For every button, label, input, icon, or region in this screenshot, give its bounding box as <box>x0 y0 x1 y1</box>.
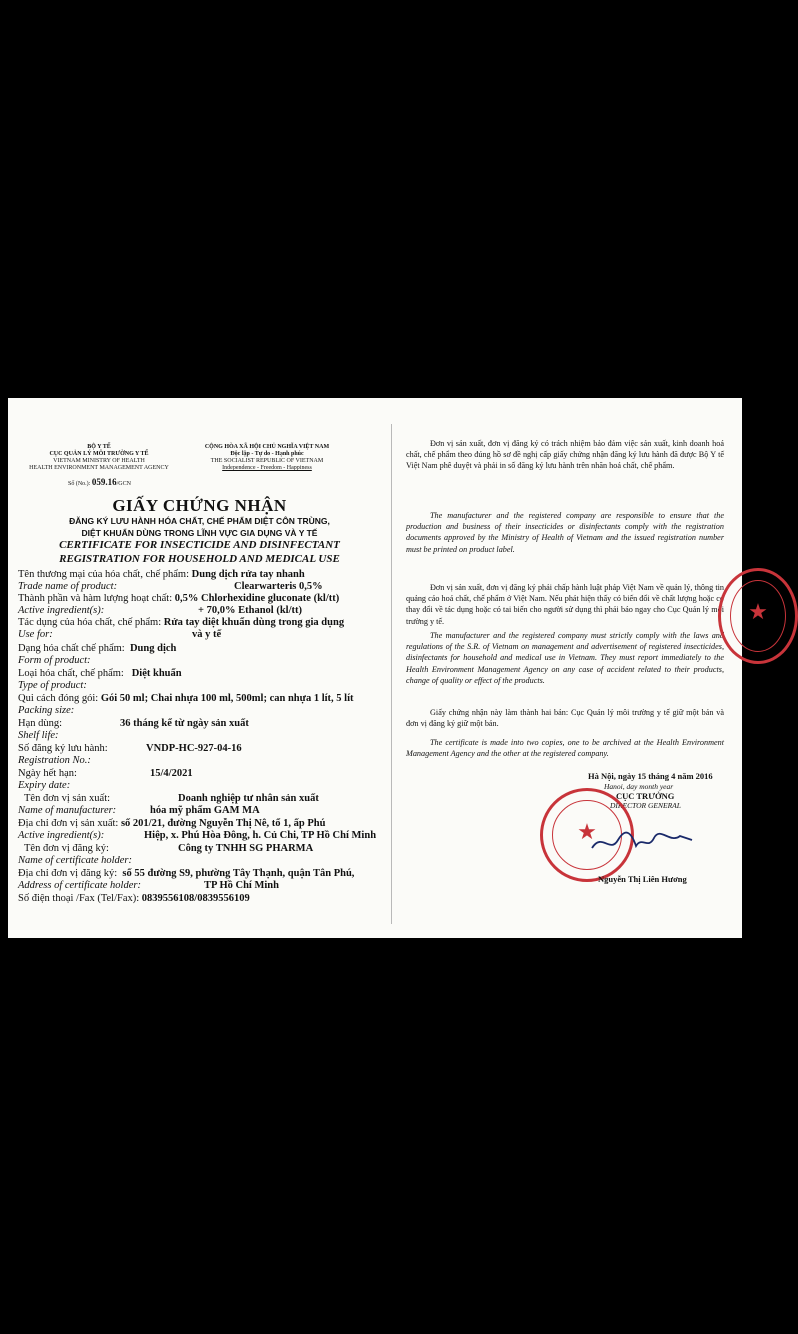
ministry-line2: CỤC QUẢN LÝ MÔI TRƯỜNG Y TẾ <box>49 451 149 457</box>
ministry-line1: BỘ Y TẾ <box>87 444 111 450</box>
ingredient-en-row: Active ingredient(s): <box>18 605 105 616</box>
shelf-value: 36 tháng kể từ ngày sản xuất <box>120 718 249 729</box>
expiry-value: 15/4/2021 <box>150 768 193 779</box>
pack-en-row: Packing size: <box>18 705 75 716</box>
use-en-row: Use for: <box>18 629 53 640</box>
mfr-address-value2: Hiệp, x. Phú Hòa Đông, h. Củ Chi, TP Hồ Chí Minh <box>144 830 377 841</box>
ministry-line3: VIETNAM MINISTRY OF HEALTH <box>53 458 145 464</box>
ingredient-row: Thành phần và hàm lượng hoạt chất: 0,5% Chlorhexidine gluconate (kl/tt) <box>18 593 340 604</box>
type-en-row: Type of product: <box>18 680 87 691</box>
terms-paragraph-en-1: The manufacturer and the registered company are responsible to ensure that the production and business of their insecticides or disinfectants comply with the registration documents approved by the Ministry of Health of Vietnam and the issued registration number must be printed on product label. <box>406 511 724 554</box>
terms-paragraph-en-3: The certificate is made into two copies, one to be archived at the Health Environment Management Agency and the other at the registered company. <box>406 738 724 759</box>
republic-line3: THE SOCIALIST REPUBLIC OF VIETNAM <box>210 458 324 464</box>
certificate-sheet <box>8 398 768 938</box>
form-en-row: Form of product: <box>18 655 91 666</box>
official-seal-icon: ★ <box>540 788 634 882</box>
pack-row: Qui cách đóng gói: Gói 50 ml; Chai nhựa 100 ml, 500ml; can nhựa 1 lít, 5 lít <box>18 693 354 704</box>
republic-line1: CỘNG HÒA XÃ HỘI CHỦ NGHĨA VIỆT NAM <box>204 444 330 450</box>
use-row: Tác dụng của hóa chất, chế phẩm: Rửa tay diệt khuẩn dùng trong gia dụng <box>18 617 345 628</box>
signer-name: Nguyễn Thị Liên Hương <box>598 874 687 884</box>
terms-paragraph-vn-1: Đơn vị sản xuất, đơn vị đăng ký có trách nhiệm bảo đảm việc sản xuất, kinh doanh hoá chất, chế phẩm theo đúng hồ sơ đề nghị cấp giấy chứng nhận đăng ký lưu hành đã được Bộ Y tế Việt Nam phê duyệt và phải in số đăng ký lưu hành trên nhãn hoá chất, chế phẩm. <box>406 439 724 471</box>
signature-icon <box>588 826 698 856</box>
phone-row: Số điện thoại /Fax (Tel/Fax): 0839556108/0839556109 <box>18 893 250 904</box>
signer-title-en: DIRECTOR GENERAL <box>610 801 681 810</box>
certificate-number <box>68 477 131 487</box>
title-en-1: CERTIFICATE FOR INSECTICIDE AND DISINFECTANT <box>59 539 340 551</box>
subtitle-1: ĐĂNG KÝ LƯU HÀNH HÓA CHẤT, CHẾ PHẨM DIỆT CÔN TRÙNG, <box>69 516 330 526</box>
subtitle-2: DIỆT KHUẨN DÙNG TRONG LĨNH VỰC GIA DỤNG VÀ Y TẾ <box>81 528 318 538</box>
type-row: Loại hóa chất, chế phẩm: Diệt khuẩn <box>18 668 182 679</box>
republic-line2: Độc lập - Tự do - Hạnh phúc <box>230 451 304 457</box>
signer-title: CỤC TRƯỞNG <box>616 791 675 801</box>
holder-value: Công ty TNHH SG PHARMA <box>178 843 314 854</box>
ministry-header <box>10 444 188 472</box>
republic-line4: Independence - Freedom - Happiness <box>222 465 312 471</box>
left-page <box>8 398 391 938</box>
edge-seal-icon: ★ <box>718 568 798 664</box>
holder-address-value2: TP Hồ Chí Minh <box>204 880 279 891</box>
number-value: 059.16 <box>91 477 117 487</box>
holder-en-row: Name of certificate holder: <box>18 855 133 866</box>
mfr-address-en-row: Active ingredient(s): <box>18 830 105 841</box>
trade-name-value2: Clearwarteris 0,5% <box>234 581 323 592</box>
trade-name-en-row: Trade name of product: <box>18 581 118 592</box>
holder-row: Tên đơn vị đăng ký: <box>24 843 109 854</box>
form-row: Dạng hóa chất chế phẩm: Dung dịch <box>18 643 177 654</box>
mfr-value: Doanh nghiệp tư nhân sản xuất <box>178 793 319 804</box>
shelf-row: Hạn dùng: <box>18 718 63 729</box>
holder-address-en-row: Address of certificate holder: <box>18 880 141 891</box>
mfr-en-row: Name of manufacturer: <box>18 805 117 816</box>
page-title: GIẤY CHỨNG NHẬN <box>112 496 287 515</box>
terms-paragraph-vn-2: Đơn vị sản xuất, đơn vị đăng ký phải chấp hành luật pháp Việt Nam về quản lý, thông tin quảng cáo hoá chất, chế phẩm ở Việt Nam. Nếu phát hiện thấy có biến đổi về chất lượng hoặc có thay đổi về tác dụng hoặc có tai biến cho người sử dụng thì phải báo ngay cho Cục Quản lý môi trường y tế. <box>406 583 724 626</box>
holder-address-row: Địa chỉ đơn vị đăng ký: số 55 đường S9, phường Tây Thạnh, quận Tân Phú, <box>18 868 355 879</box>
republic-header <box>194 444 340 472</box>
regno-row: Số đăng ký lưu hành: <box>18 743 108 754</box>
regno-value: VNDP-HC-927-04-16 <box>146 743 242 754</box>
trade-name-row: Tên thương mại của hóa chất, chế phẩm: Dung dịch rửa tay nhanh <box>18 569 305 580</box>
regno-en-row: Registration No.: <box>18 755 91 766</box>
mfr-value2: hóa mỹ phẩm GAM MA <box>150 805 260 816</box>
expiry-row: Ngày hết hạn: <box>18 768 77 779</box>
issue-date: Hà Nội, ngày 15 tháng 4 năm 2016 <box>588 771 713 781</box>
mfr-address-row: Địa chỉ đơn vị sản xuất: số 201/21, đường Nguyễn Thị Nê, tổ 1, ấp Phú <box>18 818 326 829</box>
number-label: Số (No.): <box>68 481 91 487</box>
expiry-en-row: Expiry date: <box>18 780 71 791</box>
number-suffix: /GCN <box>116 481 131 487</box>
terms-paragraph-vn-3: Giấy chứng nhận này làm thành hai bản: Cục Quản lý môi trường y tế giữ một bản và đơn vị đăng ký giữ một bản. <box>406 708 724 729</box>
right-page <box>392 398 768 938</box>
title-en-2: REGISTRATION FOR HOUSEHOLD AND MEDICAL USE <box>59 553 340 565</box>
ingredient-value2: + 70,0% Ethanol (kl/tt) <box>198 605 302 616</box>
shelf-en-row: Shelf life: <box>18 730 59 741</box>
mfr-row: Tên đơn vị sản xuất: <box>24 793 111 804</box>
ministry-line4: HEALTH ENVIRONMENT MANAGEMENT AGENCY <box>29 465 169 471</box>
issue-date-en: Hanoi, day month year <box>604 782 674 791</box>
use-value2: và y tế <box>192 629 222 640</box>
terms-paragraph-en-2: The manufacturer and the registered company must strictly comply with the laws and regulations of the S.R. of Vietnam on management and advertisement of registered insecticides, disinfectants for household and medical use in Vietnam. They must report immediately to the Health Environment Management Agency on any case of accident related to their products, change of quality or effect of the products. <box>406 631 724 685</box>
